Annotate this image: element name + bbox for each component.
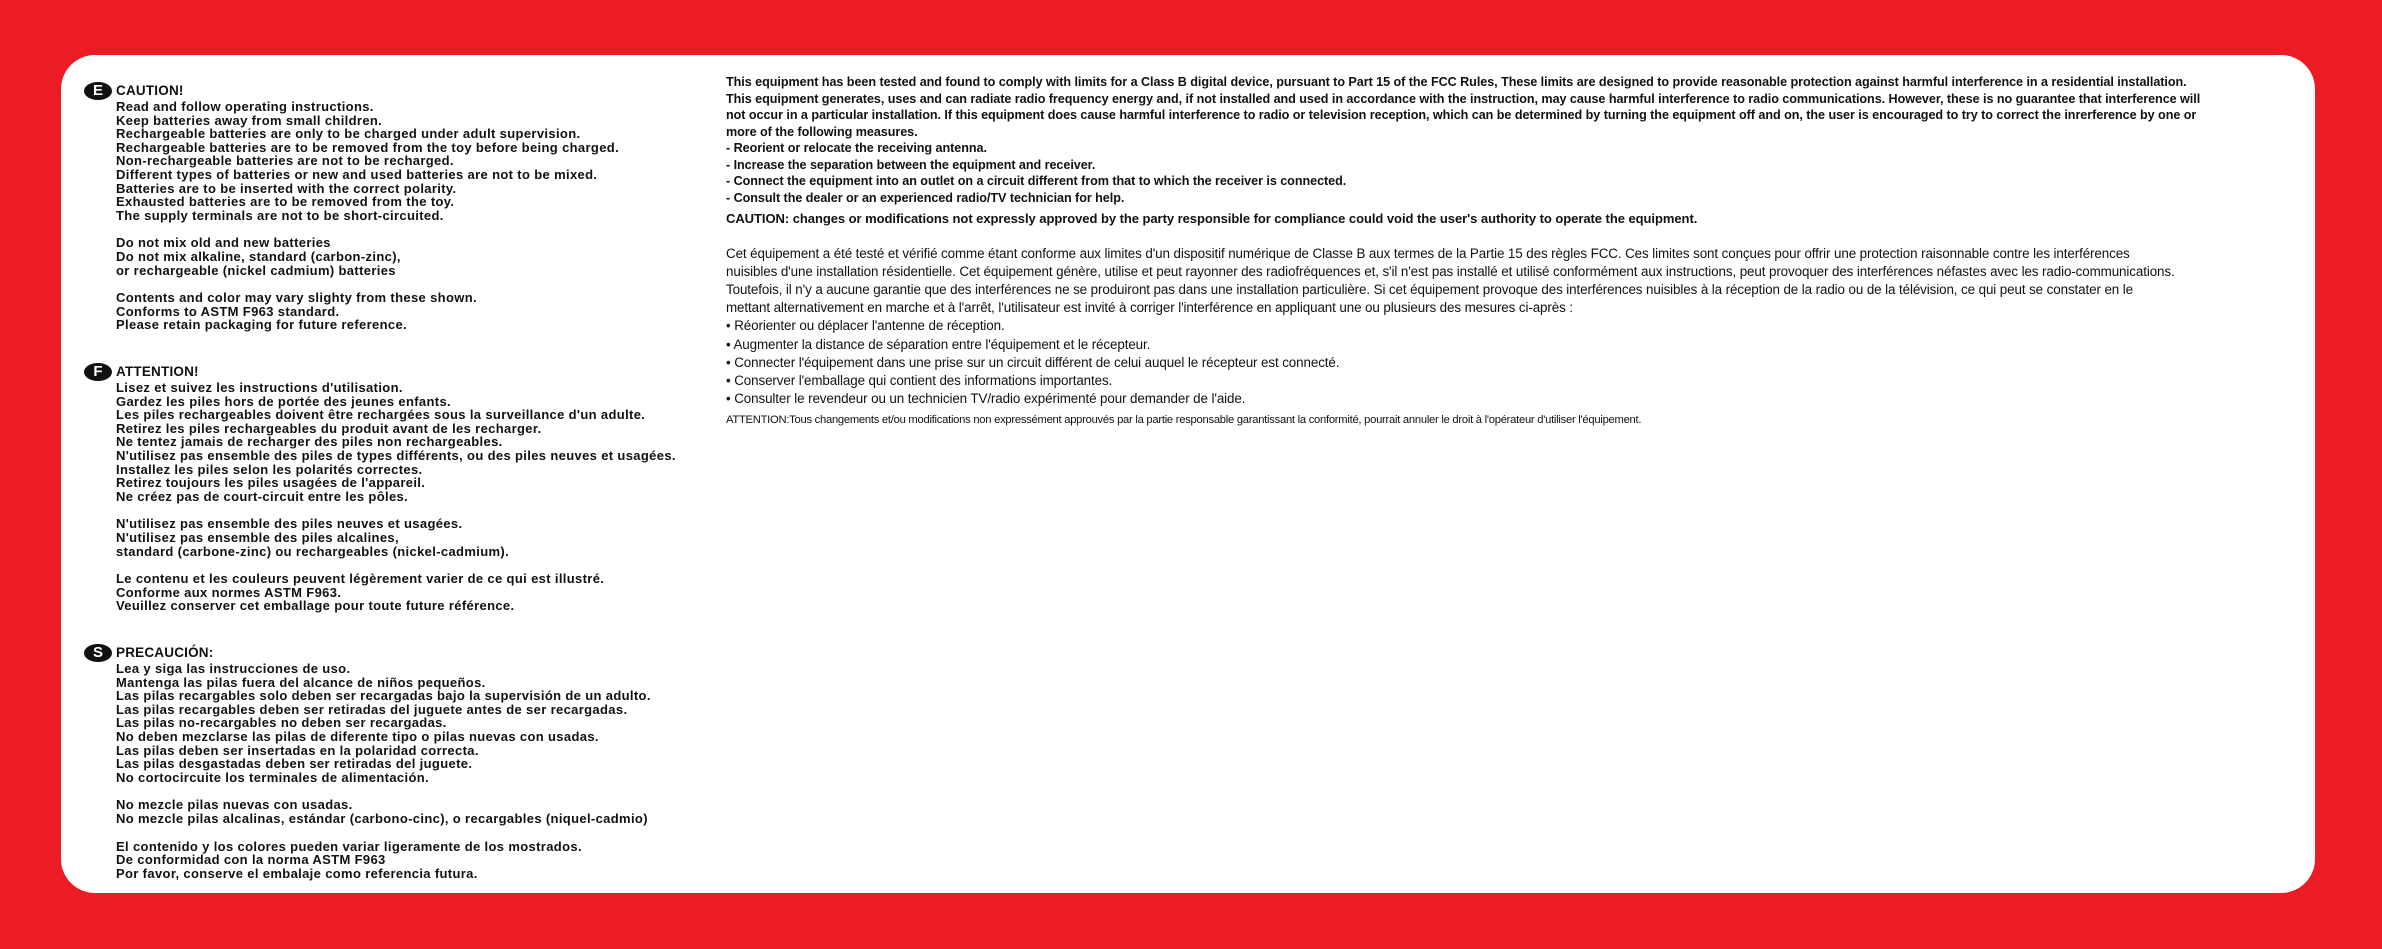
fcc-english-line: This equipment generates, uses and can radiate radio frequency energy and, if not installed and used in accordance with the instruction, may cause harmful interference to radio communications. However, these is no guarantee that interference will [726, 91, 2201, 106]
fcc-english-line: not occur in a particular installation. If this equipment does cause harmful interference to radio or television reception, which can be determined by turning the equipment off and on, the user is encouraged to try to correct the inrerference by one or [726, 108, 2197, 122]
english-line: Do not mix old and new batteries [116, 235, 331, 251]
fcc-french-line: • Connecter l'équipement dans une prise sur un circuit différent de celui auquel le récepteur est connecté. [726, 354, 1340, 370]
french-line: N'utilisez pas ensemble des piles de types différents, ou des piles neuves et usagées. [116, 447, 676, 463]
fcc-french-line: mettant alternativement en marche et à l'arrêt, l'utilisateur est invité à corriger l'interférence en appliquant une ou plusieurs des mesures ci-après : [726, 300, 1573, 316]
french-line: Veuillez conserver cet emballage pour toute future référence. [116, 598, 515, 614]
english-line: Different types of batteries or new and used batteries are not to be mixed. [116, 166, 598, 182]
language-badge-e: E [84, 82, 112, 100]
spanish-header [84, 644, 724, 662]
english-line: Please retain packaging for future reference. [116, 317, 408, 333]
french-header [84, 363, 724, 381]
language-badge-f: F [84, 363, 112, 381]
spanish-line: Las pilas deben ser insertadas en la polaridad correcta. [116, 742, 479, 758]
spanish-line: No cortocircuite los terminales de alimentación. [116, 769, 429, 785]
french-line: Les piles rechargeables doivent être rechargées sous la surveillance d'un adulte. [116, 407, 646, 423]
spanish-line: No deben mezclarse las pilas de diferente tipo o pilas nuevas con usadas. [116, 728, 599, 744]
french-block-3 [116, 572, 724, 613]
english-line: Non-rechargeable batteries are not to be recharged. [116, 153, 454, 169]
fcc-english-line: This equipment has been tested and found to comply with limits for a Class B digital device, pursuant to Part 15 of the FCC Rules, These limits are designed to provide reasonable protection against harmful interference in a residential installation. [726, 75, 2187, 89]
english-block-1 [116, 100, 724, 222]
french-line: Gardez les piles hors de portée des jeunes enfants. [116, 393, 452, 409]
spanish-warning-section [84, 644, 724, 880]
fcc-french-statement [726, 245, 2286, 430]
english-line: Conforms to ASTM F963 standard. [116, 303, 340, 319]
english-block-3 [116, 291, 724, 332]
fcc-french-line: • Conserver l'emballage qui contient des informations importantes. [726, 372, 1113, 388]
english-line: Keep batteries away from small children. [116, 112, 383, 128]
french-line: Conforme aux normes ASTM F963. [116, 584, 342, 600]
english-block-2 [116, 236, 724, 277]
french-warning-section [84, 363, 724, 613]
french-line: Lisez et suivez les instructions d'utilisation. [116, 380, 403, 395]
english-line: Exhausted batteries are to be removed from the toy. [116, 194, 455, 210]
english-line: Contents and color may vary slighty from these shown. [116, 290, 477, 306]
fcc-english-line: - Reorient or relocate the receiving antenna. [726, 141, 987, 155]
spanish-line: Mantenga las pilas fuera del alcance de niños pequeños. [116, 674, 486, 690]
french-line: N'utilisez pas ensemble des piles neuves et usagées. [116, 516, 463, 532]
fcc-french-line: • Augmenter la distance de séparation entre l'équipement et le récepteur. [726, 336, 1151, 352]
spanish-line: Lea y siga las instrucciones de uso. [116, 661, 351, 676]
fcc-french-line: Toutefois, il n'y a aucune garantie que des interférences ne se produiront pas dans une installation particulière. Si cet équipement provoque des interférences nuisibles à la réception de la radio ou de la télévision, ce qui peut se constater en le [726, 281, 2133, 297]
fcc-french-attention: ATTENTION:Tous changements et/ou modifications non expressément approuvés par la partie responsable garantissant la conformité, pourrait annuler le droit à l'opérateur d'utiliser l'équipement. [726, 414, 1642, 427]
fcc-french-line: nuisibles d'une installation résidentielle. Cet équipement génère, utilise et peut rayonner des radiofréquences et, s'il n'est pas installé et utilisé conformément aux instructions, peut provoquer des interférences néfastes avec les radio-communications. [726, 263, 2175, 279]
french-line: standard (carbone-zinc) ou rechargeables (nickel-cadmium). [116, 543, 510, 559]
spanish-line: Las pilas desgastadas deben ser retiradas del juguete. [116, 756, 473, 772]
fcc-english-caution: CAUTION: changes or modifications not expressly approved by the party responsible for compliance could void the user's authority to operate the equipment. [726, 211, 1698, 226]
english-line: Read and follow operating instructions. [116, 99, 374, 114]
spanish-line: No mezcle pilas alcalinas, estándar (carbono-cinc), o recargables (niquel-cadmio) [116, 810, 648, 826]
fcc-french-line: • Consulter le revendeur ou un technicien TV/radio expérimenté pour demander de l'aide. [726, 391, 1246, 407]
english-line: Rechargeable batteries are to be removed from the toy before being charged. [116, 139, 620, 155]
french-line: Retirez toujours les piles usagées de l'appareil. [116, 475, 426, 491]
fcc-statements [726, 74, 2286, 430]
spanish-line: Por favor, conserve el embalaje como referencia futura. [116, 865, 478, 881]
spanish-line: Las pilas recargables deben ser retiradas del juguete antes de ser recargadas. [116, 701, 628, 717]
french-line: Retirez les piles rechargeables du produit avant de les recharger. [116, 420, 542, 436]
fcc-english-line: - Consult the dealer or an experienced radio/TV technician for help. [726, 190, 1125, 205]
french-block-2 [116, 517, 724, 558]
fcc-french-line: Cet équipement a été testé et vérifié comme étant conforme aux limites d'un dispositif numérique de Classe B aux termes de la Partie 15 des règles FCC. Ces limites sont conçues pour offrir une protection raisonnable contre les interférences [726, 245, 2130, 261]
spanish-line: El contenido y los colores pueden variar ligeramente de los mostrados. [116, 838, 582, 854]
language-badge-s: S [84, 644, 112, 662]
french-line: Ne tentez jamais de recharger des piles non rechargeables. [116, 434, 503, 450]
spanish-block-2 [116, 798, 724, 825]
spanish-line: De conformidad con la norma ASTM F963 [116, 852, 386, 868]
spanish-block-3 [116, 840, 724, 881]
fcc-english-statement [726, 74, 2286, 228]
fcc-english-line: - Connect the equipment into an outlet on a circuit different from that to which the receiver is connected. [726, 174, 1347, 188]
english-header [84, 82, 724, 100]
spanish-line: Las pilas recargables solo deben ser recargadas bajo la supervisión de un adulto. [116, 688, 651, 704]
spanish-line: Las pilas no-recargables no deben ser recargadas. [116, 715, 447, 731]
fcc-french-line: • Réorienter ou déplacer l'antenne de réception. [726, 318, 1005, 334]
french-line: N'utilisez pas ensemble des piles alcalines, [116, 529, 399, 545]
french-block-1 [116, 381, 724, 503]
english-line: Rechargeable batteries are only to be charged under adult supervision. [116, 126, 581, 142]
french-line: Le contenu et les couleurs peuvent légèrement varier de ce qui est illustré. [116, 571, 605, 587]
french-line: Installez les piles selon les polarités correctes. [116, 461, 423, 477]
french-line: Ne créez pas de court-circuit entre les pôles. [116, 488, 409, 504]
spanish-line: No mezcle pilas nuevas con usadas. [116, 797, 353, 813]
english-warning-section [84, 82, 724, 332]
spanish-block-1 [116, 662, 724, 784]
fcc-english-line: - Increase the separation between the equipment and receiver. [726, 157, 1096, 172]
english-line: or rechargeable (nickel cadmium) batteries [116, 262, 396, 278]
english-line: The supply terminals are not to be short-circuited. [116, 207, 444, 223]
fcc-english-line: more of the following measures. [726, 124, 918, 139]
french-title: ATTENTION! [116, 364, 199, 379]
english-line: Batteries are to be inserted with the correct polarity. [116, 180, 457, 196]
english-title: CAUTION! [116, 83, 184, 98]
english-line: Do not mix alkaline, standard (carbon-zinc), [116, 248, 401, 264]
spanish-title: PRECAUCIÓN: [116, 645, 214, 660]
